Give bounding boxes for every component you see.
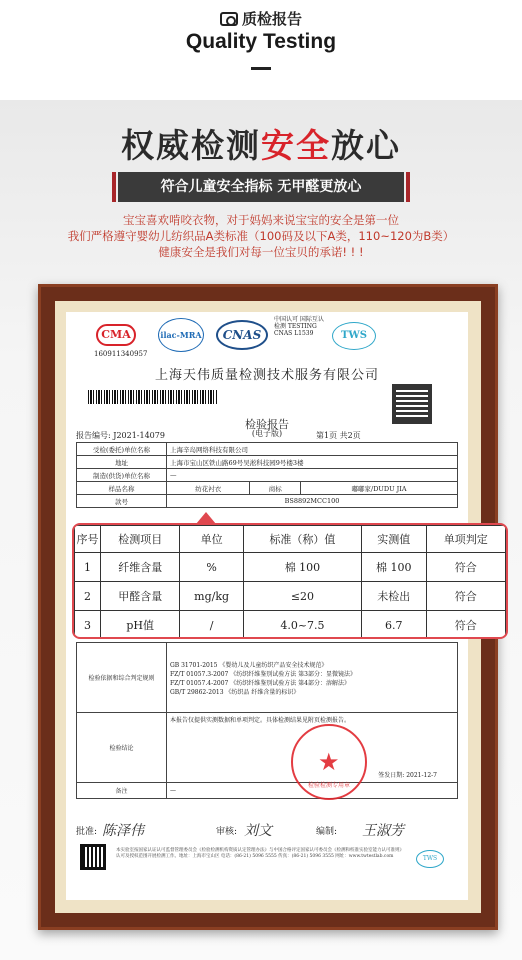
camera-icon bbox=[220, 12, 238, 26]
footer-tws-logo: TWS bbox=[416, 850, 444, 868]
report-subtitle: (电子版) bbox=[251, 429, 283, 438]
report-title: 检验报告 bbox=[245, 418, 289, 431]
table-row: 3 pH值 / 4.0~7.5 6.7 符合 bbox=[75, 611, 506, 640]
results-callout bbox=[72, 523, 508, 639]
hero-title: 权威检测安全放心 bbox=[121, 126, 401, 165]
table-row: 样品名称 纺花衬衣 商标 嘟嘟家/DUDU JIA bbox=[77, 482, 458, 495]
table-row: 受检(委托)单位名称 上海辛岛网络科技有限公司 bbox=[77, 443, 458, 456]
report-number: 报告编号: J2021-14079 bbox=[76, 431, 165, 440]
header-divider bbox=[251, 67, 271, 70]
official-stamp: ★ 检验检测专用章 bbox=[291, 724, 367, 800]
table-row: 制造(供货)单位名称 — bbox=[77, 469, 458, 482]
page-header bbox=[0, 0, 522, 100]
report-footer-text: 本实验室按国家认证认可监督管理委员会《检验检测机构资质认定管理办法》与中国合格评定国家认可委员会《检测和校准实验室能力认可准则》认可及授权范围开展检测工作。地址：上海市宝山区 电话：(86-21) 5096 5555 传真：(86-21) 5096 3555 网址：www.twtestlab.com bbox=[116, 848, 404, 859]
approver-signature: 陈泽伟 bbox=[102, 823, 144, 839]
table-row: 2 甲醛含量 mg/kg ≤20 未检出 符合 bbox=[75, 582, 506, 611]
footer-qr-code bbox=[80, 844, 106, 870]
lab-company-name: 上海天伟质量检测技术服务有限公司 bbox=[154, 368, 379, 383]
table-row: 备注 — bbox=[77, 783, 458, 799]
hero-ribbon: 符合儿童安全指标 无甲醛更放心 bbox=[118, 172, 404, 202]
tws-logo: TWS bbox=[332, 322, 376, 350]
table-row: 款号 BS8892MCC100 bbox=[77, 495, 458, 508]
report-info-table bbox=[76, 442, 458, 508]
reviewer-label: 审核: bbox=[216, 827, 238, 837]
results-table bbox=[74, 525, 506, 639]
hero-description: 宝宝喜欢啃咬衣物，对于妈妈来说宝宝的安全是第一位 我们严格遵守婴幼儿纺织品A类标准（100码及以下A类，110~120为B类） 健康安全是我们对每一位宝贝的承诺! ! ! bbox=[67, 213, 455, 259]
cma-logo: CMA bbox=[96, 324, 136, 346]
reviewer-signature: 刘文 bbox=[244, 823, 272, 839]
cnas-text: 中国认可 国际互认 检测 TESTING CNAS L1539 bbox=[274, 316, 324, 337]
table-row: 检验结论 本报告仅提供实测数据和单项判定。具体检测结果见附页检测报告。 签发日期: 2021-12-7 bbox=[77, 713, 458, 783]
barcode bbox=[88, 390, 218, 404]
header-title-en: Quality Testing bbox=[185, 30, 337, 53]
approver-label: 批准: bbox=[76, 827, 98, 837]
ilac-logo: ilac-MRA bbox=[158, 318, 204, 352]
compiler-label: 编制: bbox=[316, 827, 338, 837]
table-row: 检验依据和综合判定规则 GB 31701-2015 《婴幼儿及儿童纺织产品安全技术规范》 FZ/T 01057.3-2007 《纺织纤维鉴别试验方法 第3部分：显微镜法》 FZ/T 01057.4-2007 《纺织纤维鉴别试验方法 第4部分：溶解法》 GB/T 29862-2013 《纺织品 纤维含量的标识》 bbox=[77, 643, 458, 713]
header-title-cn: 质检报告 bbox=[0, 8, 522, 29]
cma-number: 160911340957 bbox=[94, 350, 148, 358]
star-icon: ★ bbox=[318, 748, 340, 776]
report-basis-table bbox=[76, 642, 458, 799]
table-row: 地址 上海市宝山区铁山路69号吴淞科技园9号楼3楼 bbox=[77, 456, 458, 469]
compiler-signature: 王淑芳 bbox=[362, 823, 404, 839]
cnas-logo: CNAS bbox=[216, 320, 268, 350]
table-row: 1 纤维含量 % 棉 100 棉 100 符合 bbox=[75, 553, 506, 582]
report-page: 第1页 共2页 bbox=[316, 431, 361, 440]
table-header-row: 序号 检测项目 单位 标准（称）值 实测值 单项判定 bbox=[75, 526, 506, 553]
sign-date: 签发日期: 2021-12-7 bbox=[378, 772, 437, 779]
